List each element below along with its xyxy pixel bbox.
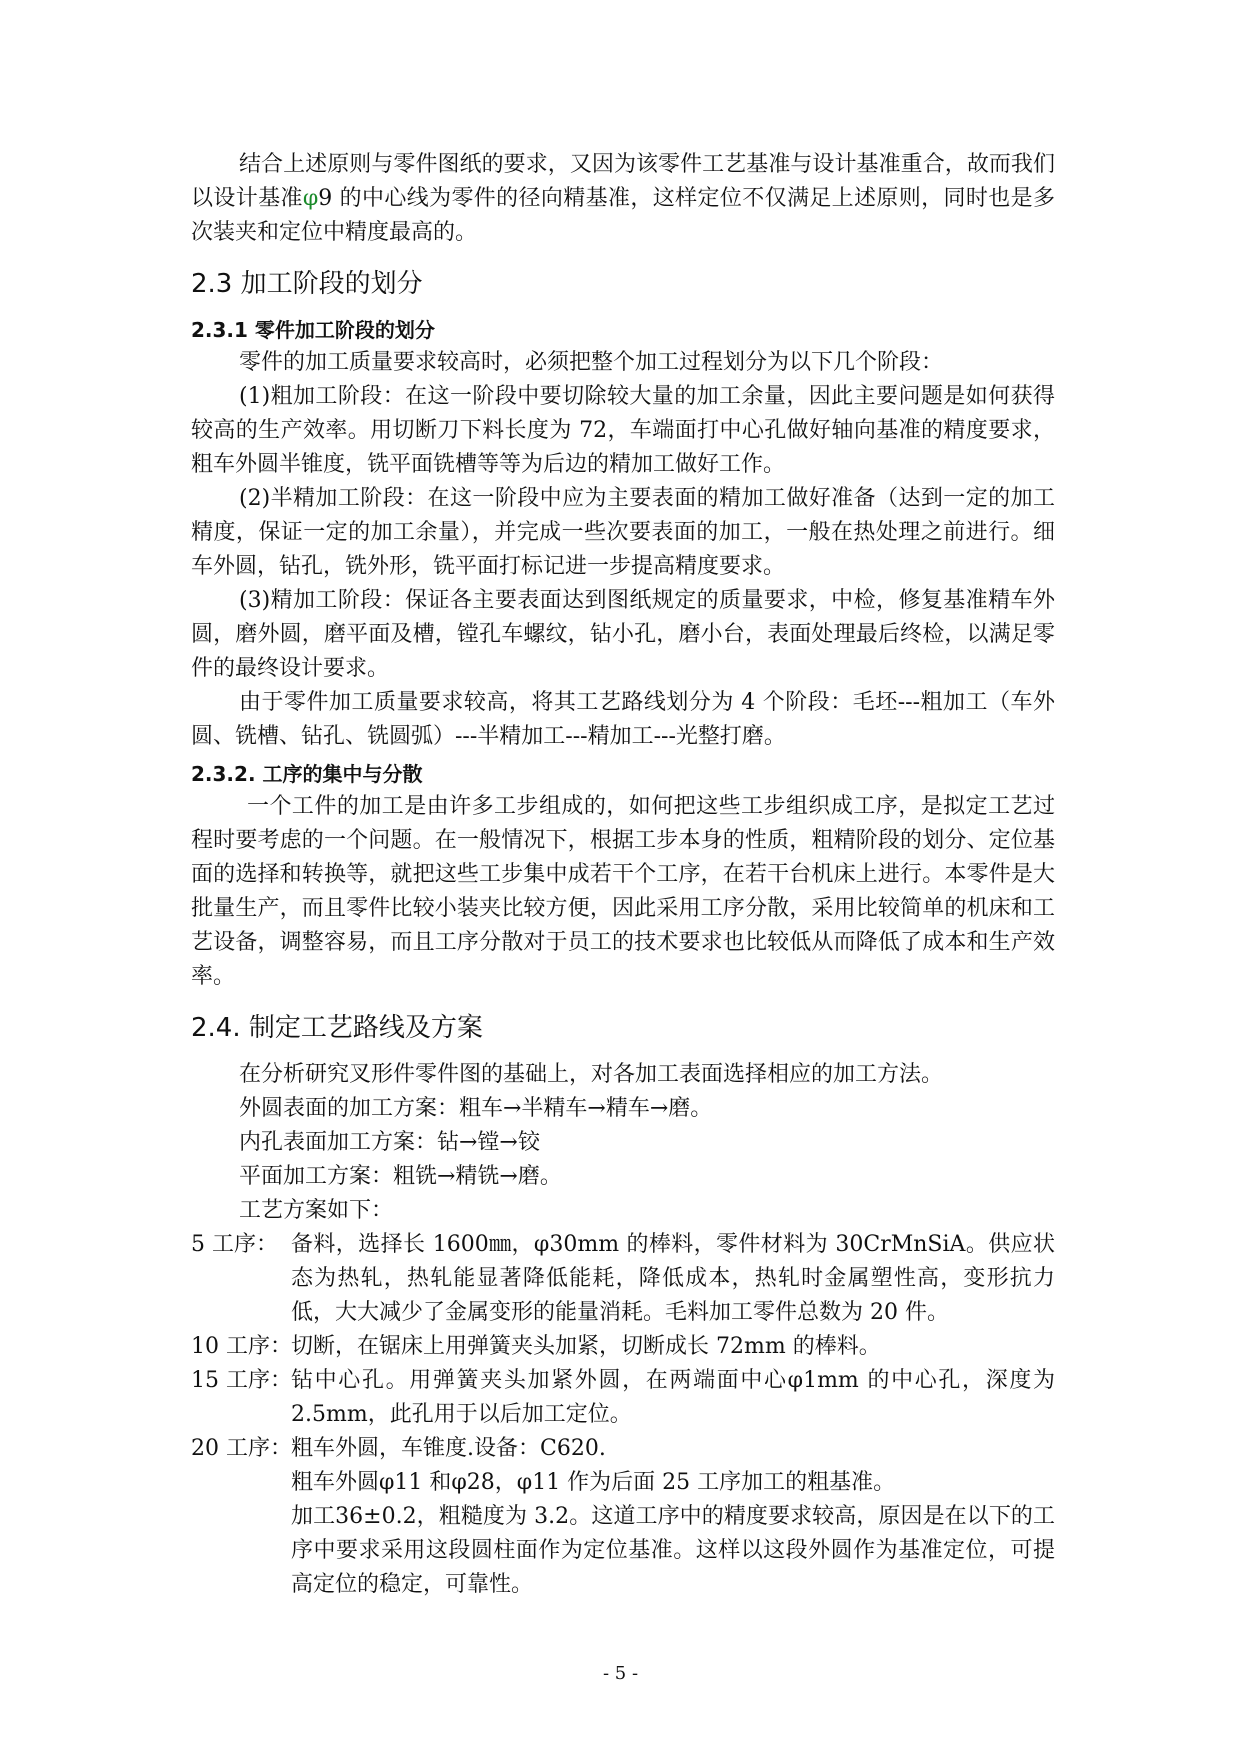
step-label: 5 工序： bbox=[191, 1232, 278, 1257]
paragraph: 工艺方案如下： bbox=[239, 1198, 394, 1223]
paragraph: (3)精加工阶段：保证各主要表面达到图纸规定的质量要求，中检，修复基准精车外圆，磨外圆，磨平面及槽，镗孔车螺纹，钻小孔，磨小台，表面处理最后终检，以满足零件的最终设计要求。 bbox=[191, 588, 1055, 681]
paragraph: 粗车外圆φ11 和φ28，φ11 作为后面 25 工序加工的粗基准。 bbox=[291, 1470, 896, 1495]
process-step bbox=[191, 1228, 1055, 1330]
step-label: 15 工序： bbox=[191, 1368, 292, 1393]
paragraph: (2)半精加工阶段：在这一阶段中应为主要表面的精加工做好准备（达到一定的加工精度，保证一定的加工余量），并完成一些次要表面的加工，一般在热处理之前进行。细车外圆，钻孔，铣外形，铣平面打标记进一步提高精度要求。 bbox=[191, 486, 1055, 579]
paragraph: 一个工件的加工是由许多工步组成的，如何把这些工步组织成工序，是拟定工艺过程时要考虑的一个问题。在一般情况下，根据工步本身的性质，粗精阶段的划分、定位基面的选择和转换等，就把这些工步集中成若干个工序，在若干台机床上进行。本零件是大批量生产，而且零件比较小装夹比较方便，因此采用工序分散，采用比较简单的机床和工艺设备，调整容易，而且工序分散对于员工的技术要求也比较低从而降低了成本和生产效率。 bbox=[191, 794, 1055, 989]
paragraph: (1)粗加工阶段：在这一阶段中要切除较大量的加工余量，因此主要问题是如何获得较高的生产效率。用切断刀下料长度为 72，车端面打中心孔做好轴向基准的精度要求，粗车外圆半锥度，铣平面铣槽等等为后边的精加工做好工作。 bbox=[191, 384, 1055, 477]
section-2-3-2-heading: 2.3.2. 工序的集中与分散 bbox=[191, 762, 423, 786]
paragraph: 零件的加工质量要求较高时，必须把整个加工过程划分为以下几个阶段： bbox=[239, 350, 944, 375]
paragraph: 内孔表面加工方案：钻→镗→铰 bbox=[239, 1130, 540, 1155]
step-text: 钻中心孔。用弹簧夹头加紧外圆，在两端面中心φ1mm 的中心孔，深度为 2.5mm，此孔用于以后加工定位。 bbox=[291, 1368, 1055, 1427]
paragraph: 在分析研究叉形件零件图的基础上，对各加工表面选择相应的加工方法。 bbox=[239, 1062, 944, 1087]
page-content bbox=[191, 148, 1055, 1602]
process-step bbox=[191, 1364, 1055, 1432]
step-text: 粗车外圆，车锥度.设备：C620. bbox=[291, 1436, 606, 1461]
intro-text-end: 9 的中心线为零件的径向精基准，这样定位不仅满足上述原则，同时也是多次装夹和定位中精度最高的。 bbox=[191, 186, 1055, 245]
paragraph: 平面加工方案：粗铣→精铣→磨。 bbox=[239, 1164, 562, 1189]
step-text: 备料，选择长 1600㎜，φ30mm 的棒料，零件材料为 30CrMnSiA。供应状态为热轧，热轧能显著降低能耗，降低成本，热轧时金属塑性高，变形抗力低，大大减少了金属变形的能量消耗。毛料加工零件总数为 20 件。 bbox=[291, 1232, 1055, 1325]
step-label: 20 工序： bbox=[191, 1436, 292, 1461]
phi-symbol: φ bbox=[302, 186, 319, 211]
step-20-details bbox=[191, 1466, 1055, 1602]
intro-paragraph bbox=[191, 148, 1055, 250]
section-2-3-1-heading: 2.3.1 零件加工阶段的划分 bbox=[191, 318, 435, 342]
process-step bbox=[191, 1330, 1055, 1364]
step-text: 切断，在锯床上用弹簧夹头加紧，切断成长 72mm 的棒料。 bbox=[291, 1334, 881, 1359]
process-step bbox=[191, 1432, 1055, 1466]
section-2-4-heading: 2.4. 制定工艺路线及方案 bbox=[191, 1013, 483, 1043]
paragraph: 外圆表面的加工方案：粗车→半精车→精车→磨。 bbox=[239, 1096, 713, 1121]
page-number: - 5 - bbox=[602, 1663, 639, 1684]
paragraph: 加工36±0.2，粗糙度为 3.2。这道工序中的精度要求较高，原因是在以下的工序中要求采用这段圆柱面作为定位基准。这样以这段外圆作为基准定位，可提高定位的稳定，可靠性。 bbox=[291, 1504, 1055, 1597]
section-2-3-heading: 2.3 加工阶段的划分 bbox=[191, 269, 423, 299]
intro-text-start: 结合上述原则与零件图纸的要求，又因为该零件工艺基准与设计基准重合，故而我们以设计基准 bbox=[191, 152, 1055, 211]
paragraph: 由于零件加工质量要求较高，将其工艺路线划分为 4 个阶段：毛坯---粗加工（车外圆、铣槽、钻孔、铣圆弧）---半精加工---精加工---光整打磨。 bbox=[191, 690, 1055, 749]
step-label: 10 工序： bbox=[191, 1334, 292, 1359]
